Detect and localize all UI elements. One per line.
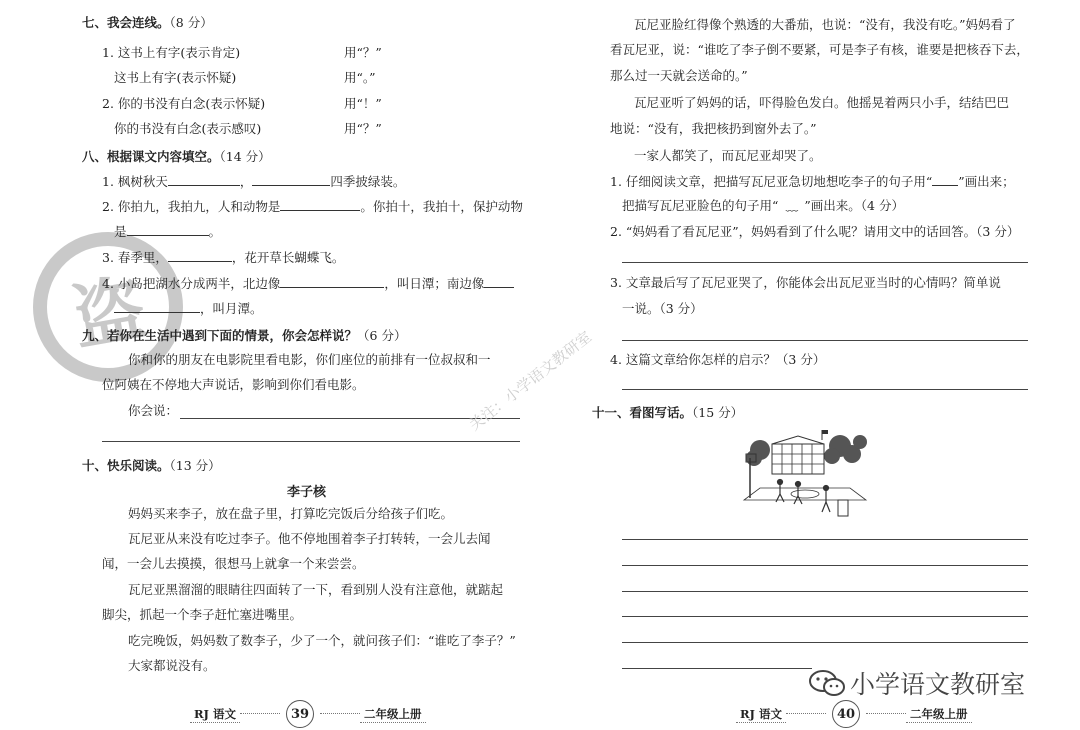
picture-illustration <box>740 428 870 523</box>
row-text: 你的书没有白念(表示怀疑) <box>117 96 266 111</box>
match-row-2: 这书上有字(表示怀疑) <box>114 70 237 85</box>
blank[interactable] <box>280 275 384 288</box>
story-line: 大家都说没有。 <box>128 658 216 673</box>
text: 1. 仔细阅读文章，把描写瓦尼亚急切地想吃李子的句子用“ <box>610 174 933 189</box>
grade-tag: 二年级上册 <box>906 706 972 723</box>
writing-line[interactable] <box>622 591 1028 592</box>
you-say-label: 你会说： <box>128 403 179 418</box>
blank[interactable] <box>252 173 330 186</box>
story-line: 瓦尼亚脸红得像个熟透的大番茄，也说：“没有，我没有吃。”妈妈看了 <box>634 17 1016 32</box>
answer-line[interactable] <box>622 340 1028 341</box>
straight-line-sample <box>932 173 958 186</box>
text: 把描写瓦尼亚脸色的句子用“ <box>622 198 779 213</box>
story-line: 脚尖，抓起一个李子赶忙塞进嘴里。 <box>102 607 303 622</box>
text: ，花开草长蝴蝶飞。 <box>231 250 345 265</box>
story-line: 那么过一天就会送命的。” <box>610 68 748 83</box>
section-title: 八、根据课文内容填空。 <box>82 149 220 164</box>
text: 是 <box>114 224 127 239</box>
footer-decoration <box>786 713 826 715</box>
text: 四季披绿装。 <box>330 174 406 189</box>
fill-line-3 <box>114 223 221 240</box>
fill-line-5 <box>102 275 514 292</box>
row-number: 1. <box>102 45 114 60</box>
text: 。你拍十，我拍十，保护动物 <box>360 199 523 214</box>
section-10-heading <box>82 456 221 474</box>
grade-tag: 二年级上册 <box>360 706 426 723</box>
question-3-cont: 一说。（3 分） <box>622 301 703 316</box>
story-line: 瓦尼亚黑溜溜的眼睛往四面转了一下，看到别人没有注意他，就踮起 <box>128 582 504 597</box>
scenario-line-2: 位阿姨在不停地大声说话，影响到你们看电影。 <box>102 377 365 392</box>
blank[interactable] <box>168 249 232 262</box>
section-8-heading <box>82 147 271 165</box>
answer-line[interactable] <box>622 389 1028 390</box>
text: 4. 小岛把湖水分成两半，北边像 <box>102 276 281 291</box>
question-4: 4. 这篇文章给你怎样的启示？（3 分） <box>610 352 826 367</box>
question-2: 2. “妈妈看了看瓦尼亚”，妈妈看到了什么呢？请用文中的话回答。（3 分） <box>610 224 1020 239</box>
story-line: 吃完晚饭，妈妈数了数李子，少了一个，就问孩子们：“谁吃了李子？” <box>128 633 516 648</box>
subject-tag: RJ 语文 <box>736 706 786 723</box>
footer-decoration <box>866 713 906 715</box>
match-mark-4[interactable]: 用“？” <box>344 121 382 136</box>
logo-text: 小学语文教研室 <box>850 670 1026 699</box>
section-points: （15 分） <box>692 405 744 420</box>
match-row-3 <box>102 96 265 112</box>
blank[interactable] <box>168 173 240 186</box>
match-mark-1[interactable]: 用“？” <box>344 45 382 60</box>
footer-decoration <box>240 713 280 715</box>
text: 2. 你拍九，我拍九，人和动物是 <box>102 199 281 214</box>
blank[interactable] <box>114 300 200 313</box>
page-footer-39 <box>190 703 426 725</box>
row-number: 2. <box>102 96 114 111</box>
story-line: 瓦尼亚听了妈妈的话，吓得脸色发白。他摇晃着两只小手，结结巴巴 <box>634 95 1010 110</box>
page-footer-40 <box>736 703 972 725</box>
section-9-heading <box>82 326 406 344</box>
story-line: 瓦尼亚从来没有吃过李子。他不停地围着李子打转转，一会儿去闻 <box>128 531 491 546</box>
text: ， <box>239 174 253 189</box>
story-title: 李子核 <box>287 485 327 500</box>
text: 1. 枫树秋天 <box>102 174 168 189</box>
section-points: （14 分） <box>219 149 271 164</box>
blank[interactable] <box>127 223 209 236</box>
section-points: （6 分） <box>357 328 407 343</box>
copyright-stamp: 盗 <box>21 220 195 394</box>
text: 3. 春季里， <box>102 250 168 265</box>
watermark: 关注：小学语文教研室 <box>465 327 595 435</box>
writing-line[interactable] <box>622 642 1028 643</box>
match-row-1 <box>102 45 240 61</box>
story-line: 看瓦尼亚，说：“谁吃了李子倒不要紧，可是李子有核，谁要是把核吞下去， <box>610 42 1029 57</box>
answer-line[interactable] <box>102 441 520 442</box>
text: ”画出来。（4 分） <box>804 198 904 213</box>
section-title: 十、快乐阅读。 <box>82 458 170 473</box>
footer-decoration <box>320 713 360 715</box>
story-line: 闻，一会儿去摸摸，很想马上就拿一个来尝尝。 <box>102 556 365 571</box>
story-line: 妈妈买来李子，放在盘子里，打算吃完饭后分给孩子们吃。 <box>128 506 454 521</box>
text: 。 <box>208 224 222 239</box>
section-title: 七、我会连线。 <box>82 15 170 30</box>
section-7-heading <box>82 13 213 31</box>
text: ”画出来； <box>958 174 1015 189</box>
section-points: （8 分） <box>169 15 213 30</box>
match-mark-3[interactable]: 用“！” <box>344 96 382 111</box>
subject-tag: RJ 语文 <box>190 706 240 723</box>
match-mark-2[interactable]: 用“。” <box>344 70 376 85</box>
wavy-line-sample: ﹏ <box>785 198 798 213</box>
story-line: 一家人都笑了，而瓦尼亚却哭了。 <box>634 148 822 163</box>
question-3: 3. 文章最后写了瓦尼亚哭了，你能体会出瓦尼亚当时的心情吗？简单说 <box>610 275 1001 290</box>
fill-line-6 <box>114 300 263 317</box>
wechat-logo <box>808 665 1025 701</box>
row-text: 这书上有字(表示肯定) <box>117 45 241 60</box>
answer-line[interactable] <box>622 262 1028 263</box>
question-1-cont <box>622 198 904 214</box>
question-1 <box>610 173 1015 190</box>
writing-line[interactable] <box>622 616 1028 617</box>
fill-line-2 <box>102 198 523 215</box>
text: ，叫月潭。 <box>200 301 263 316</box>
section-title: 十一、看图写话。 <box>592 405 693 420</box>
page-number: 40 <box>832 700 860 728</box>
section-11-heading <box>592 403 743 421</box>
text: ，叫日潭；南边像 <box>384 276 485 291</box>
writing-line[interactable] <box>622 668 812 669</box>
section-points: （13 分） <box>169 458 221 473</box>
section-title: 九、若你在生活中遇到下面的情景，你会怎样说？ <box>82 328 358 343</box>
writing-line[interactable] <box>622 539 1028 540</box>
fill-line-4 <box>102 249 344 266</box>
writing-line[interactable] <box>622 565 1028 566</box>
match-row-4: 你的书没有白念(表示感叹) <box>114 121 262 136</box>
fill-line-1 <box>102 173 405 190</box>
wechat-icon <box>808 668 846 698</box>
story-line: 地说：“没有，我把核扔到窗外去了。” <box>610 121 817 136</box>
blank[interactable] <box>280 198 360 211</box>
scenario-line-1: 你和你的朋友在电影院里看电影，你们座位的前排有一位叔叔和一 <box>128 352 491 367</box>
page-number: 39 <box>286 700 314 728</box>
blank[interactable] <box>484 275 514 288</box>
